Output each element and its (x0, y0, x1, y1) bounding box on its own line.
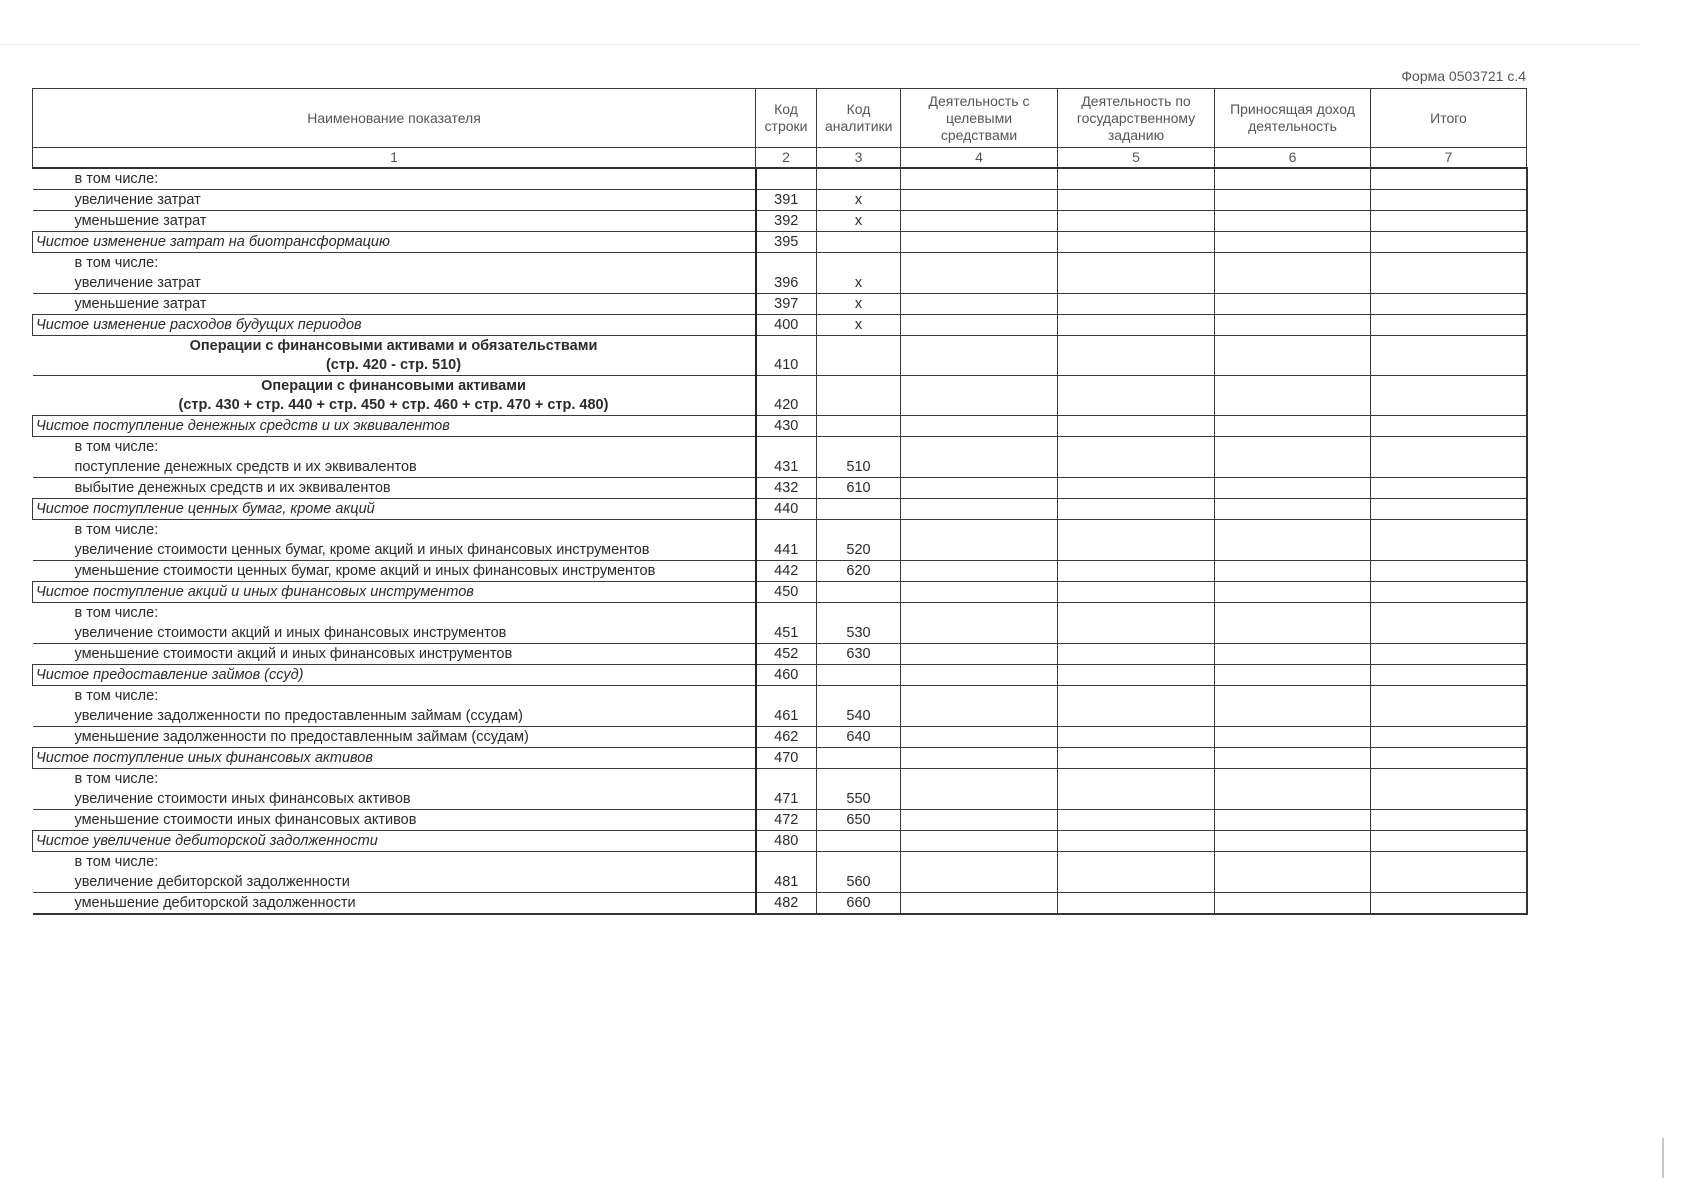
value-target-funds (901, 665, 1058, 686)
scan-edge-line (0, 44, 1640, 45)
value-state-assignment (1058, 376, 1215, 416)
table-row (33, 294, 1527, 315)
row-name (33, 686, 756, 727)
row-analytic-code (817, 831, 901, 852)
value-total (1371, 831, 1527, 852)
table-row (33, 478, 1527, 499)
row-name (33, 769, 756, 810)
header-total: Итого (1371, 89, 1527, 148)
row-name-line: в том числе: (74, 255, 159, 271)
row-analytic-code (817, 336, 901, 376)
value-target-funds (901, 893, 1058, 915)
value-target-funds (901, 168, 1058, 190)
row-name: увеличение затрат (33, 190, 756, 211)
row-code: 470 (756, 748, 817, 769)
value-income-activity (1215, 582, 1371, 603)
value-total (1371, 520, 1527, 561)
row-code: 397 (756, 294, 817, 315)
row-code: 395 (756, 232, 817, 253)
value-target-funds (901, 253, 1058, 294)
row-name (33, 603, 756, 644)
value-target-funds (901, 294, 1058, 315)
table-row (33, 211, 1527, 232)
row-name (33, 437, 756, 478)
column-number: 5 (1058, 148, 1215, 169)
row-code: 450 (756, 582, 817, 603)
value-income-activity (1215, 748, 1371, 769)
value-total (1371, 748, 1527, 769)
table-row (33, 582, 1527, 603)
row-name: в том числе: (33, 168, 756, 190)
value-income-activity (1215, 232, 1371, 253)
row-name-line: поступление денежных средств и их эквивалентов (74, 459, 417, 475)
row-code: 471 (756, 769, 817, 810)
value-income-activity (1215, 520, 1371, 561)
value-state-assignment (1058, 561, 1215, 582)
value-income-activity (1215, 499, 1371, 520)
table-row (33, 232, 1527, 253)
value-income-activity (1215, 727, 1371, 748)
value-total (1371, 416, 1527, 437)
table-row (33, 416, 1527, 437)
row-code: 461 (756, 686, 817, 727)
row-name: выбытие денежных средств и их эквивалентов (33, 478, 756, 499)
value-income-activity (1215, 294, 1371, 315)
row-name: уменьшение затрат (33, 294, 756, 315)
row-name: уменьшение дебиторской задолженности (33, 893, 756, 915)
value-total (1371, 582, 1527, 603)
row-code: 462 (756, 727, 817, 748)
value-total (1371, 211, 1527, 232)
value-target-funds (901, 831, 1058, 852)
value-total (1371, 336, 1527, 376)
table-row (33, 831, 1527, 852)
row-analytic-code: 540 (817, 686, 901, 727)
value-target-funds (901, 810, 1058, 831)
row-code: 420 (756, 376, 817, 416)
value-target-funds (901, 582, 1058, 603)
row-name: Чистое поступление ценных бумаг, кроме акций (33, 499, 756, 520)
row-code: 472 (756, 810, 817, 831)
row-code: 392 (756, 211, 817, 232)
value-income-activity (1215, 769, 1371, 810)
row-analytic-code (817, 168, 901, 190)
row-name-line: в том числе: (74, 771, 159, 787)
value-state-assignment (1058, 852, 1215, 893)
row-analytic-code: 530 (817, 603, 901, 644)
value-state-assignment (1058, 520, 1215, 561)
value-total (1371, 644, 1527, 665)
value-income-activity (1215, 852, 1371, 893)
row-name (33, 852, 756, 893)
value-target-funds (901, 232, 1058, 253)
value-state-assignment (1058, 253, 1215, 294)
row-name-line: в том числе: (74, 854, 159, 870)
row-analytic-code: x (817, 294, 901, 315)
value-target-funds (901, 190, 1058, 211)
row-analytic-code (817, 376, 901, 416)
value-total (1371, 478, 1527, 499)
header-row (33, 89, 1527, 148)
value-total (1371, 232, 1527, 253)
table-body (33, 168, 1527, 914)
value-target-funds (901, 211, 1058, 232)
row-analytic-code (817, 232, 901, 253)
header-code: Код строки (756, 89, 817, 148)
row-code: 442 (756, 561, 817, 582)
row-name: Чистое поступление акций и иных финансовых инструментов (33, 582, 756, 603)
header-target-funds: Деятельность с целевыми средствами (901, 89, 1058, 148)
table-row (33, 665, 1527, 686)
value-target-funds (901, 686, 1058, 727)
row-name: Чистое изменение расходов будущих периодов (33, 315, 756, 336)
scan-margin-mark (1662, 1138, 1664, 1178)
row-name (33, 520, 756, 561)
row-analytic-code: 560 (817, 852, 901, 893)
row-code: 400 (756, 315, 817, 336)
table-row (33, 603, 1527, 644)
value-target-funds (901, 520, 1058, 561)
row-analytic-code (817, 416, 901, 437)
value-target-funds (901, 748, 1058, 769)
value-target-funds (901, 416, 1058, 437)
value-income-activity (1215, 190, 1371, 211)
value-total (1371, 665, 1527, 686)
value-income-activity (1215, 893, 1371, 915)
table-row (33, 769, 1527, 810)
value-state-assignment (1058, 686, 1215, 727)
header-income-activity: Приносящая доход деятельность (1215, 89, 1371, 148)
row-code: 430 (756, 416, 817, 437)
row-analytic-code (817, 499, 901, 520)
table-row (33, 376, 1527, 416)
row-name: уменьшение стоимости акций и иных финансовых инструментов (33, 644, 756, 665)
row-analytic-code: 550 (817, 769, 901, 810)
header-analytic: Код аналитики (817, 89, 901, 148)
row-name-line: в том числе: (74, 439, 159, 455)
value-income-activity (1215, 416, 1371, 437)
table-row (33, 520, 1527, 561)
value-target-funds (901, 852, 1058, 893)
value-total (1371, 852, 1527, 893)
value-state-assignment (1058, 748, 1215, 769)
table-row (33, 893, 1527, 915)
value-total (1371, 315, 1527, 336)
row-analytic-code: 640 (817, 727, 901, 748)
value-state-assignment (1058, 810, 1215, 831)
value-income-activity (1215, 831, 1371, 852)
row-name: уменьшение затрат (33, 211, 756, 232)
value-target-funds (901, 769, 1058, 810)
row-code: 391 (756, 190, 817, 211)
value-state-assignment (1058, 478, 1215, 499)
table-row (33, 336, 1527, 376)
row-analytic-code: 520 (817, 520, 901, 561)
value-income-activity (1215, 376, 1371, 416)
row-code: 480 (756, 831, 817, 852)
row-analytic-code (817, 748, 901, 769)
row-name-line: увеличение стоимости ценных бумаг, кроме акций и иных финансовых инструментов (74, 542, 650, 558)
value-state-assignment (1058, 336, 1215, 376)
value-target-funds (901, 478, 1058, 499)
value-income-activity (1215, 665, 1371, 686)
table-row (33, 253, 1527, 294)
row-name-line: в том числе: (74, 522, 159, 538)
value-target-funds (901, 603, 1058, 644)
row-code: 431 (756, 437, 817, 478)
row-code: 452 (756, 644, 817, 665)
value-target-funds (901, 561, 1058, 582)
row-code: 410 (756, 336, 817, 376)
row-analytic-code: x (817, 190, 901, 211)
value-state-assignment (1058, 727, 1215, 748)
row-code: 432 (756, 478, 817, 499)
row-code: 460 (756, 665, 817, 686)
value-total (1371, 253, 1527, 294)
value-total (1371, 376, 1527, 416)
value-state-assignment (1058, 499, 1215, 520)
column-number: 4 (901, 148, 1058, 169)
value-total (1371, 499, 1527, 520)
value-total (1371, 190, 1527, 211)
value-state-assignment (1058, 294, 1215, 315)
value-state-assignment (1058, 211, 1215, 232)
row-analytic-code: 620 (817, 561, 901, 582)
value-income-activity (1215, 211, 1371, 232)
value-income-activity (1215, 336, 1371, 376)
row-name-line: увеличение задолженности по предоставленным займам (ссудам) (74, 708, 524, 724)
value-state-assignment (1058, 769, 1215, 810)
row-name-line: Операции с финансовыми активами и обязательствами (189, 337, 598, 354)
row-analytic-code: x (817, 211, 901, 232)
table-row (33, 437, 1527, 478)
row-code: 396 (756, 253, 817, 294)
value-income-activity (1215, 603, 1371, 644)
value-target-funds (901, 727, 1058, 748)
column-number: 3 (817, 148, 901, 169)
value-state-assignment (1058, 582, 1215, 603)
row-code: 481 (756, 852, 817, 893)
row-name (33, 253, 756, 294)
value-total (1371, 437, 1527, 478)
value-income-activity (1215, 561, 1371, 582)
row-code: 441 (756, 520, 817, 561)
report-table (32, 88, 1528, 915)
table-row (33, 810, 1527, 831)
header-state-assignment: Деятельность по государственному заданию (1058, 89, 1215, 148)
row-name: Чистое увеличение дебиторской задолженности (33, 831, 756, 852)
column-number: 7 (1371, 148, 1527, 169)
value-total (1371, 810, 1527, 831)
row-name: уменьшение задолженности по предоставленным займам (ссудам) (33, 727, 756, 748)
table-row (33, 499, 1527, 520)
table-row (33, 686, 1527, 727)
value-target-funds (901, 437, 1058, 478)
form-code: Форма 0503721 с.4 (1401, 68, 1526, 84)
column-number: 2 (756, 148, 817, 169)
row-name-line: увеличение затрат (74, 275, 201, 291)
value-total (1371, 893, 1527, 915)
table-row (33, 748, 1527, 769)
value-target-funds (901, 315, 1058, 336)
value-income-activity (1215, 253, 1371, 294)
value-state-assignment (1058, 315, 1215, 336)
row-name-line: в том числе: (74, 688, 159, 704)
value-total (1371, 769, 1527, 810)
value-income-activity (1215, 686, 1371, 727)
value-target-funds (901, 499, 1058, 520)
value-state-assignment (1058, 665, 1215, 686)
column-number: 1 (33, 148, 756, 169)
table-row (33, 315, 1527, 336)
row-analytic-code (817, 665, 901, 686)
table-row (33, 644, 1527, 665)
value-income-activity (1215, 810, 1371, 831)
value-income-activity (1215, 437, 1371, 478)
row-name-line: увеличение стоимости иных финансовых активов (74, 791, 411, 807)
table-row (33, 190, 1527, 211)
row-analytic-code: 510 (817, 437, 901, 478)
row-name-line: в том числе: (74, 605, 159, 621)
row-name: уменьшение стоимости ценных бумаг, кроме акций и иных финансовых инструментов (33, 561, 756, 582)
value-total (1371, 686, 1527, 727)
row-code (756, 168, 817, 190)
row-name: уменьшение стоимости иных финансовых активов (33, 810, 756, 831)
row-analytic-code: 610 (817, 478, 901, 499)
row-code: 482 (756, 893, 817, 915)
value-state-assignment (1058, 603, 1215, 644)
value-state-assignment (1058, 232, 1215, 253)
column-number: 6 (1215, 148, 1371, 169)
value-state-assignment (1058, 893, 1215, 915)
table-row (33, 168, 1527, 190)
row-name: Чистое поступление денежных средств и их эквивалентов (33, 416, 756, 437)
row-name: Чистое изменение затрат на биотрансформацию (33, 232, 756, 253)
row-name: Чистое поступление иных финансовых активов (33, 748, 756, 769)
value-state-assignment (1058, 437, 1215, 478)
header-name: Наименование показателя (33, 89, 756, 148)
row-analytic-code: 660 (817, 893, 901, 915)
value-total (1371, 603, 1527, 644)
value-income-activity (1215, 315, 1371, 336)
column-number-row (33, 148, 1527, 169)
row-name-line: (стр. 420 - стр. 510) (325, 356, 462, 373)
row-analytic-code: x (817, 253, 901, 294)
row-name-line: увеличение дебиторской задолженности (74, 874, 350, 890)
value-total (1371, 294, 1527, 315)
row-name (33, 336, 756, 376)
row-name-line: увеличение стоимости акций и иных финансовых инструментов (74, 625, 507, 641)
value-total (1371, 168, 1527, 190)
value-total (1371, 727, 1527, 748)
row-analytic-code: 650 (817, 810, 901, 831)
value-state-assignment (1058, 190, 1215, 211)
value-target-funds (901, 376, 1058, 416)
value-state-assignment (1058, 416, 1215, 437)
table-row (33, 852, 1527, 893)
row-code: 440 (756, 499, 817, 520)
table-row (33, 727, 1527, 748)
row-name: Чистое предоставление займов (ссуд) (33, 665, 756, 686)
value-state-assignment (1058, 831, 1215, 852)
value-state-assignment (1058, 168, 1215, 190)
value-target-funds (901, 336, 1058, 376)
value-income-activity (1215, 168, 1371, 190)
row-analytic-code (817, 582, 901, 603)
value-income-activity (1215, 644, 1371, 665)
row-analytic-code: 630 (817, 644, 901, 665)
row-name (33, 376, 756, 416)
row-code: 451 (756, 603, 817, 644)
value-target-funds (901, 644, 1058, 665)
row-name-line: (стр. 430 + стр. 440 + стр. 450 + стр. 460 + стр. 470 + стр. 480) (178, 396, 609, 413)
row-name-line: Операции с финансовыми активами (261, 377, 526, 394)
table-row (33, 561, 1527, 582)
value-state-assignment (1058, 644, 1215, 665)
value-income-activity (1215, 478, 1371, 499)
row-analytic-code: x (817, 315, 901, 336)
value-total (1371, 561, 1527, 582)
